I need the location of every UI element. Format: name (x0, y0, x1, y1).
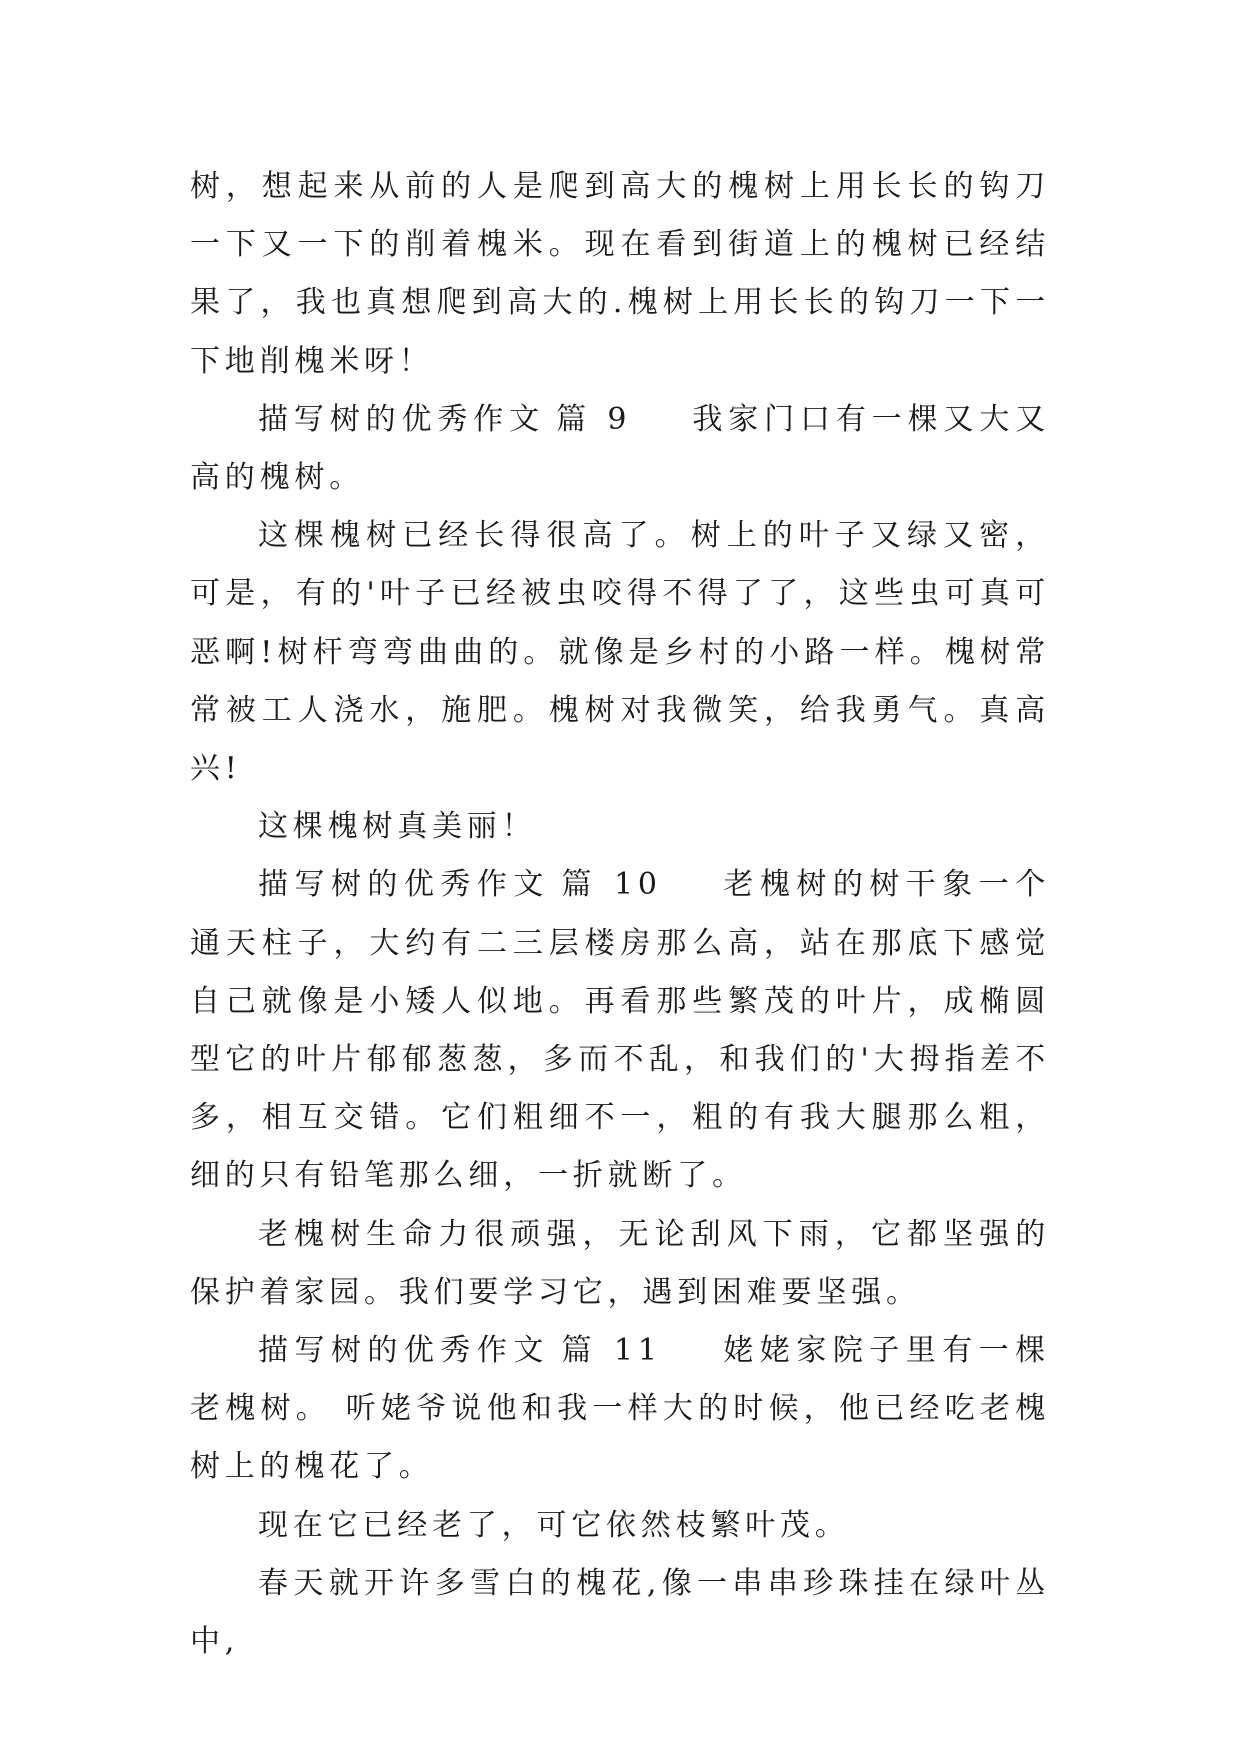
paragraph-essay-9 (190, 391, 1050, 507)
essay-section-number: 篇 11 (559, 1333, 662, 1369)
paragraph-essay-11 (190, 1322, 1050, 1497)
paragraph (190, 1206, 1050, 1322)
paragraph (190, 1555, 1050, 1671)
essay-section-number: 篇 10 (559, 867, 662, 903)
paragraph-text: 我家门口有一棵又大又高的槐树。 (190, 401, 1050, 496)
paragraph-text: 这棵槐树真美丽！ (258, 809, 537, 845)
paragraph (190, 1497, 1050, 1555)
essay-heading: 描写树的优秀作文 (258, 867, 550, 903)
paragraph-text: 这棵槐树已经长得很高了。树上的叶子又绿又密，可是，有的'叶子已经被虫咬得不得了了，这些虫可真可恶啊!树杆弯弯曲曲的。就像是乡村的小路一样。槐树常常被工人浇水，施肥。槐树对我微笑，给我勇气。真高兴! (190, 518, 1050, 787)
paragraph-text: 老槐树生命力很顽强，无论刮风下雨，它都坚强的保护着家园。我们要学习它，遇到困难要坚强。 (190, 1216, 1050, 1310)
paragraph-essay-10 (190, 856, 1050, 1205)
paragraph (190, 798, 1050, 856)
paragraph-text: 春天就开许多雪白的槐花,像一串串珍珠挂在绿叶丛中, (190, 1565, 1050, 1660)
paragraph-text: 树，想起来从前的人是爬到高大的槐树上用长长的钩刀一下又一下的削着槐米。现在看到街道上的槐树已经结果了，我也真想爬到高大的.槐树上用长长的钩刀一下一下地削槐米呀！ (190, 169, 1050, 379)
essay-section-number: 篇 9 (555, 401, 632, 437)
paragraph-text: 现在它已经老了，可它依然枝繁叶茂。 (258, 1507, 850, 1543)
essay-heading: 描写树的优秀作文 (258, 401, 545, 437)
paragraph (190, 507, 1050, 798)
essay-heading: 描写树的优秀作文 (258, 1333, 550, 1369)
paragraph-text: 姥姥家院子里有一棵老槐树。 听姥爷说他和我一样大的时候，他已经吃老槐树上的槐花了。 (190, 1333, 1050, 1485)
paragraph-text: 老槐树的树干象一个通天柱子，大约有二三层楼房那么高，站在那底下感觉自己就像是小矮人似地。再看那些繁茂的叶片，成椭圆型它的叶片郁郁葱葱，多而不乱，和我们的'大拇指差不多，相互交错。它们粗细不一，粗的有我大腿那么粗，细的只有铅笔那么细，一折就断了。 (190, 867, 1050, 1194)
document-body (190, 158, 1050, 1671)
paragraph-continued (190, 158, 1050, 391)
